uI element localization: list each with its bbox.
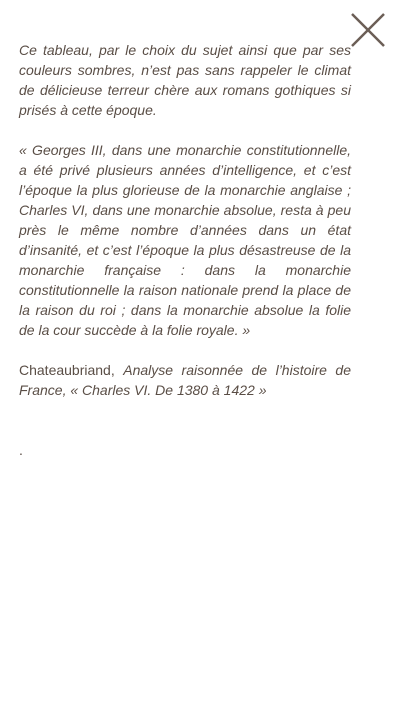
trailing-mark: . [19, 442, 23, 458]
citation-work: Analyse raisonnée de l’histoire de France, « Charles VI. De 1380 à 1422 » [19, 362, 352, 398]
quote-paragraph: « Georges III, dans une monarchie constitutionnelle, a été privé plusieurs années d’intelligence, et c’est l’époque la plus glorieuse de la monarchie anglaise ; Charles VI, dans une monarchie absolue, resta à peu près le même nombre d’années dans un état d’insanité, et c’est l’époque la plus désastreuse de la monarchie française : dans la monarchie constitutionnelle la raison nationale prend la place de la raison du roi ; dans la monarchie absolue la folie de la cour succède à la folie royale. » [19, 142, 351, 338]
citation [19, 360, 351, 400]
close-button[interactable] [348, 10, 388, 50]
citation-author: Chateaubriand, [19, 362, 115, 378]
intro-paragraph: Ce tableau, par le choix du sujet ainsi que par ses couleurs sombres, n’est pas sans rappeler le climat de délicieuse terreur chère aux romans gothiques si prisés à cette époque. [19, 42, 351, 118]
notice-text [19, 40, 351, 460]
close-icon [348, 10, 388, 50]
